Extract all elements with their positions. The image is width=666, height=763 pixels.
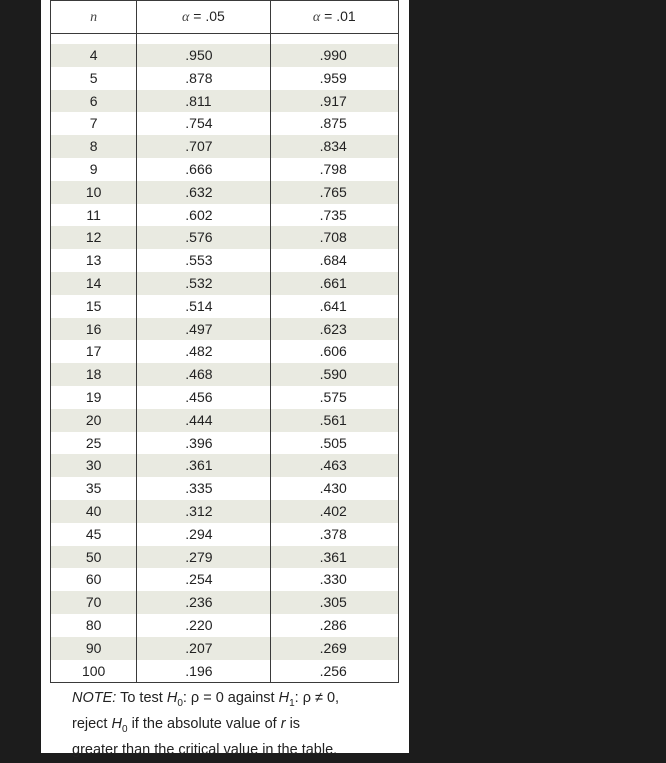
table-row	[51, 568, 399, 591]
cell-alpha-01: .330	[270, 568, 398, 591]
cell-n: 70	[51, 591, 137, 614]
cell-alpha-01: .402	[270, 500, 398, 523]
table-row	[51, 477, 399, 500]
table-row	[51, 340, 399, 363]
cell-n: 4	[51, 44, 137, 67]
cell-alpha-01: .505	[270, 432, 398, 455]
cell-alpha-01: .305	[270, 591, 398, 614]
table-row	[51, 249, 399, 272]
cell-alpha-01: .378	[270, 523, 398, 546]
header-row	[51, 1, 399, 34]
cell-alpha-01: .765	[270, 181, 398, 204]
cell-n: 45	[51, 523, 137, 546]
cell-alpha-05: .950	[137, 44, 270, 67]
cell-alpha-01: .661	[270, 272, 398, 295]
cell-alpha-05: .236	[137, 591, 270, 614]
header-alpha-05: α = .05	[137, 1, 270, 34]
table-row	[51, 181, 399, 204]
cell-alpha-05: .553	[137, 249, 270, 272]
cell-alpha-01: .641	[270, 295, 398, 318]
cell-alpha-05: .754	[137, 112, 270, 135]
spacer-row	[51, 34, 399, 45]
cell-n: 30	[51, 454, 137, 477]
cell-n: 7	[51, 112, 137, 135]
cell-alpha-05: .482	[137, 340, 270, 363]
cell-alpha-01: .561	[270, 409, 398, 432]
critical-values-table	[50, 0, 399, 683]
cell-alpha-05: .497	[137, 318, 270, 341]
cell-n: 18	[51, 363, 137, 386]
cell-n: 13	[51, 249, 137, 272]
cell-alpha-05: .196	[137, 660, 270, 683]
cell-n: 90	[51, 637, 137, 660]
cell-alpha-05: .514	[137, 295, 270, 318]
cell-n: 60	[51, 568, 137, 591]
cell-alpha-05: .707	[137, 135, 270, 158]
cell-n: 17	[51, 340, 137, 363]
table-row	[51, 637, 399, 660]
table-row	[51, 546, 399, 569]
cell-alpha-05: .396	[137, 432, 270, 455]
cell-n: 6	[51, 90, 137, 113]
cell-alpha-05: .632	[137, 181, 270, 204]
table-row	[51, 614, 399, 637]
table-row	[51, 204, 399, 227]
cell-n: 11	[51, 204, 137, 227]
cell-n: 35	[51, 477, 137, 500]
cell-n: 100	[51, 660, 137, 683]
cell-alpha-01: .623	[270, 318, 398, 341]
cell-n: 9	[51, 158, 137, 181]
header-n: n	[51, 1, 137, 34]
table-row	[51, 363, 399, 386]
cell-alpha-01: .990	[270, 44, 398, 67]
cell-alpha-05: .312	[137, 500, 270, 523]
cell-alpha-05: .456	[137, 386, 270, 409]
cell-alpha-01: .959	[270, 67, 398, 90]
table-row	[51, 272, 399, 295]
table-row	[51, 409, 399, 432]
cell-alpha-05: .361	[137, 454, 270, 477]
cell-alpha-01: .917	[270, 90, 398, 113]
cell-alpha-05: .576	[137, 226, 270, 249]
cell-alpha-01: .735	[270, 204, 398, 227]
cell-alpha-05: .335	[137, 477, 270, 500]
cell-alpha-05: .207	[137, 637, 270, 660]
cell-n: 15	[51, 295, 137, 318]
table-row	[51, 67, 399, 90]
cell-alpha-05: .444	[137, 409, 270, 432]
cell-n: 12	[51, 226, 137, 249]
cell-alpha-01: .708	[270, 226, 398, 249]
cell-alpha-01: .269	[270, 637, 398, 660]
cell-n: 50	[51, 546, 137, 569]
cell-n: 14	[51, 272, 137, 295]
cell-alpha-01: .463	[270, 454, 398, 477]
cell-alpha-01: .430	[270, 477, 398, 500]
cell-n: 16	[51, 318, 137, 341]
table-row	[51, 158, 399, 181]
cell-alpha-05: .878	[137, 67, 270, 90]
cell-n: 25	[51, 432, 137, 455]
cell-alpha-05: .279	[137, 546, 270, 569]
cell-n: 19	[51, 386, 137, 409]
cell-n: 20	[51, 409, 137, 432]
cell-alpha-01: .875	[270, 112, 398, 135]
table-row	[51, 318, 399, 341]
table-row	[51, 454, 399, 477]
cell-n: 40	[51, 500, 137, 523]
table-sheet	[41, 0, 409, 758]
header-alpha-01: α = .01	[270, 1, 398, 34]
cell-alpha-01: .684	[270, 249, 398, 272]
cell-alpha-05: .468	[137, 363, 270, 386]
table-row	[51, 500, 399, 523]
table-row	[51, 660, 399, 683]
cell-n: 8	[51, 135, 137, 158]
table-row	[51, 523, 399, 546]
table-row	[51, 112, 399, 135]
table-row	[51, 295, 399, 318]
cell-n: 10	[51, 181, 137, 204]
table-row	[51, 44, 399, 67]
table-row	[51, 432, 399, 455]
cell-alpha-05: .666	[137, 158, 270, 181]
cell-alpha-01: .286	[270, 614, 398, 637]
cell-alpha-01: .590	[270, 363, 398, 386]
cell-alpha-01: .361	[270, 546, 398, 569]
cell-alpha-01: .798	[270, 158, 398, 181]
cell-alpha-01: .834	[270, 135, 398, 158]
cell-alpha-05: .254	[137, 568, 270, 591]
cell-n: 80	[51, 614, 137, 637]
table-row	[51, 386, 399, 409]
table-row	[51, 226, 399, 249]
cell-alpha-01: .606	[270, 340, 398, 363]
cell-alpha-05: .532	[137, 272, 270, 295]
cell-alpha-05: .294	[137, 523, 270, 546]
table-row	[51, 135, 399, 158]
cell-n: 5	[51, 67, 137, 90]
cell-alpha-01: .575	[270, 386, 398, 409]
table-row	[51, 90, 399, 113]
note-label: NOTE:	[72, 690, 117, 706]
table-note: NOTE: To test $H_0$: ρ = 0 against $H_1$: ρ ≠ 0, reject $H_0$ if the absolute value of r is greater than the critical value in the table.	[72, 690, 340, 758]
table-row	[51, 591, 399, 614]
cell-alpha-05: .220	[137, 614, 270, 637]
cell-alpha-05: .811	[137, 90, 270, 113]
cell-alpha-05: .602	[137, 204, 270, 227]
cell-alpha-01: .256	[270, 660, 398, 683]
